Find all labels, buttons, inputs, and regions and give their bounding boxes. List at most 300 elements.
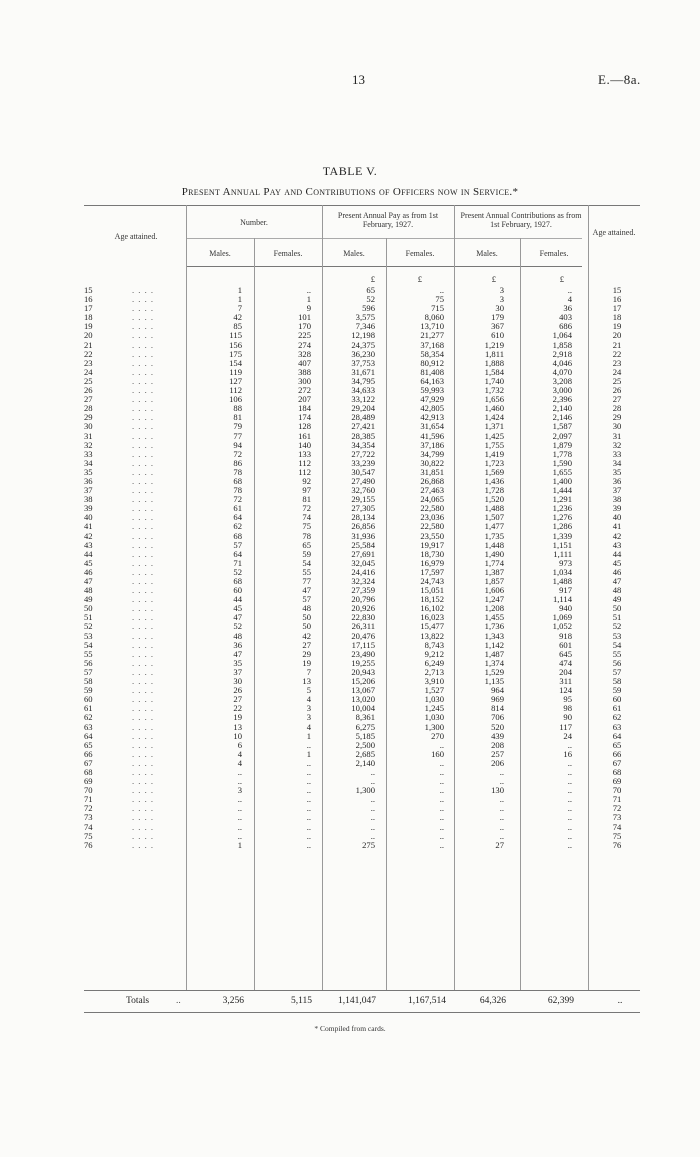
females-count: .. bbox=[306, 821, 311, 832]
contrib-males: 520 bbox=[491, 721, 504, 732]
pay-males: 28,134 bbox=[351, 512, 375, 523]
age-cell-right: 62 bbox=[612, 712, 622, 723]
contrib-males: 1,490 bbox=[484, 548, 504, 559]
table-row bbox=[84, 841, 640, 850]
pay-females: 715 bbox=[431, 303, 444, 314]
leader-dots: . . . . bbox=[132, 448, 155, 459]
contrib-females: .. bbox=[567, 785, 572, 796]
males-count: 62 bbox=[233, 521, 242, 532]
pay-females: 3,910 bbox=[424, 676, 444, 687]
pay-males: 6,275 bbox=[355, 721, 375, 732]
contrib-males: 1,569 bbox=[484, 466, 504, 477]
contrib-females: 16 bbox=[563, 748, 572, 759]
contrib-males: 30 bbox=[495, 303, 504, 314]
pay-females: 47,929 bbox=[420, 394, 444, 405]
header-age-attained-right: Age attained. bbox=[592, 228, 636, 237]
age-cell-right: 18 bbox=[612, 312, 622, 323]
males-count: .. bbox=[237, 776, 242, 787]
unit-pay-males: £ bbox=[370, 274, 375, 284]
age-cell: 37 bbox=[84, 485, 93, 496]
contrib-females: 1,276 bbox=[552, 512, 572, 523]
females-count: 3 bbox=[306, 703, 311, 714]
leader-dots: . . . . bbox=[132, 530, 155, 541]
leader-dots: . . . . bbox=[132, 785, 155, 796]
pay-males: 7,346 bbox=[355, 321, 375, 332]
pay-females: 81,408 bbox=[420, 366, 444, 377]
pay-females: 75 bbox=[435, 294, 444, 305]
age-cell-right: 19 bbox=[612, 321, 622, 332]
pay-males: 24,416 bbox=[351, 566, 375, 577]
age-cell: 41 bbox=[84, 521, 93, 532]
leader-dots: . . . . bbox=[132, 339, 155, 350]
pay-females: 270 bbox=[431, 730, 444, 741]
contrib-females: .. bbox=[567, 739, 572, 750]
contrib-females: 1,069 bbox=[552, 612, 572, 623]
age-cell: 19 bbox=[84, 321, 93, 332]
males-count: 52 bbox=[233, 621, 242, 632]
females-count: 4 bbox=[306, 721, 311, 732]
pay-females: .. bbox=[439, 821, 444, 832]
females-count: 128 bbox=[298, 421, 311, 432]
females-count: 48 bbox=[302, 603, 311, 614]
age-cell-right: 74 bbox=[612, 821, 622, 832]
contrib-males: 1,728 bbox=[484, 485, 504, 496]
contrib-females: 1,400 bbox=[552, 475, 572, 486]
header-pay-females: Females. bbox=[405, 249, 435, 258]
totals-bottom-rule bbox=[84, 1012, 640, 1013]
leader-dots: . . . . bbox=[132, 366, 155, 377]
pay-females: 18,152 bbox=[420, 594, 444, 605]
contrib-females: 940 bbox=[559, 603, 572, 614]
leader-dots: . . . . bbox=[132, 430, 155, 441]
totals-label: Totals bbox=[126, 996, 150, 1006]
males-count: 64 bbox=[233, 548, 242, 559]
leader-dots: . . . . bbox=[132, 621, 155, 632]
unit-contrib-females: £ bbox=[559, 274, 564, 284]
age-cell-right: 26 bbox=[612, 385, 622, 396]
males-count: .. bbox=[237, 821, 242, 832]
leader-dots: . . . . bbox=[132, 703, 155, 714]
age-cell-right: 54 bbox=[612, 639, 622, 650]
age-cell-right: 41 bbox=[612, 521, 622, 532]
pay-males: 33,122 bbox=[351, 394, 375, 405]
pay-males: .. bbox=[370, 776, 375, 787]
contrib-males: 1,488 bbox=[484, 503, 504, 514]
males-count: 57 bbox=[233, 539, 242, 550]
contrib-females: 1,286 bbox=[552, 521, 572, 532]
males-count: 127 bbox=[229, 375, 242, 386]
leader-dots: . . . . bbox=[132, 576, 155, 586]
contrib-females: 1,114 bbox=[552, 594, 572, 605]
age-cell-right: 29 bbox=[612, 412, 622, 423]
age-cell-right: 16 bbox=[612, 294, 622, 305]
age-cell: 27 bbox=[84, 394, 93, 405]
leader-dots: . . . . bbox=[132, 330, 155, 341]
males-count: .. bbox=[237, 794, 242, 805]
pay-females: .. bbox=[439, 757, 444, 768]
unit-contrib-males: £ bbox=[491, 274, 496, 284]
males-count: 115 bbox=[229, 330, 242, 341]
leader-dots: . . . . bbox=[132, 475, 155, 486]
age-cell-right: 64 bbox=[612, 730, 622, 741]
pay-females: 2,713 bbox=[424, 666, 444, 677]
pay-males: .. bbox=[370, 766, 375, 777]
pay-females: 59,993 bbox=[420, 385, 444, 396]
pay-females: 1,300 bbox=[424, 721, 444, 732]
females-count: 140 bbox=[298, 439, 311, 450]
contrib-females: 90 bbox=[563, 712, 572, 723]
contrib-females: 1,052 bbox=[552, 621, 572, 632]
pay-males: 52 bbox=[366, 294, 375, 305]
contrib-males: 1,219 bbox=[484, 339, 504, 350]
pay-females: 6,249 bbox=[424, 657, 444, 668]
pay-males: 27,305 bbox=[351, 503, 375, 514]
pay-females: .. bbox=[439, 830, 444, 841]
age-cell-right: 75 bbox=[612, 830, 622, 841]
header-age-attained: Age attained. bbox=[114, 232, 158, 241]
females-count: 81 bbox=[302, 494, 311, 505]
contrib-males: 1,448 bbox=[484, 539, 504, 550]
leader-dots: . . . . bbox=[132, 694, 155, 705]
contrib-males: 1,135 bbox=[484, 676, 504, 687]
males-count: 60 bbox=[233, 585, 242, 596]
age-cell: 34 bbox=[84, 457, 93, 468]
age-cell-right: 49 bbox=[612, 594, 622, 605]
females-count: 174 bbox=[298, 412, 311, 423]
females-count: .. bbox=[306, 794, 311, 805]
age-cell-right: 55 bbox=[612, 648, 622, 659]
contrib-females: 1,587 bbox=[552, 421, 572, 432]
pay-females: 13,710 bbox=[420, 321, 444, 332]
age-cell-right: 56 bbox=[612, 657, 622, 668]
age-cell: 21 bbox=[84, 339, 93, 350]
age-cell: 33 bbox=[84, 448, 93, 459]
pay-females: 27,463 bbox=[420, 485, 444, 496]
pay-males: 36,230 bbox=[351, 348, 375, 359]
females-count: .. bbox=[306, 830, 311, 841]
females-count: 55 bbox=[302, 566, 311, 577]
pay-females: 13,822 bbox=[420, 630, 444, 641]
age-cell-right: 63 bbox=[612, 721, 622, 732]
pay-females: .. bbox=[439, 785, 444, 796]
males-count: 47 bbox=[233, 648, 242, 659]
males-count: 68 bbox=[233, 576, 242, 586]
contrib-females: 403 bbox=[559, 312, 572, 323]
age-cell: 53 bbox=[84, 630, 93, 641]
females-count: 78 bbox=[302, 530, 311, 541]
age-cell-right: 66 bbox=[612, 748, 622, 759]
contrib-males: 1,343 bbox=[484, 630, 504, 641]
contrib-males: 1,811 bbox=[484, 348, 504, 359]
age-cell-right: 76 bbox=[612, 839, 622, 850]
pay-females: 1,030 bbox=[424, 712, 444, 723]
pay-males: 33,239 bbox=[351, 457, 375, 468]
age-cell: 18 bbox=[84, 312, 93, 323]
leader-dots: . . . . bbox=[132, 466, 155, 477]
females-count: 7 bbox=[306, 666, 311, 677]
males-count: 48 bbox=[233, 630, 242, 641]
pay-females: 26,868 bbox=[420, 475, 444, 486]
males-count: 88 bbox=[233, 403, 242, 414]
totals-males: 3,256 bbox=[222, 996, 244, 1006]
pay-females: 17,597 bbox=[420, 566, 444, 577]
males-count: 68 bbox=[233, 530, 242, 541]
leader-dots: . . . . bbox=[132, 676, 155, 687]
leader-dots: . . . . bbox=[132, 730, 155, 741]
females-count: 59 bbox=[302, 548, 311, 559]
females-count: 75 bbox=[302, 521, 311, 532]
contrib-males: 208 bbox=[491, 739, 504, 750]
unit-row bbox=[84, 272, 640, 286]
leader-dots: . . . . bbox=[132, 421, 155, 432]
age-cell-right: 53 bbox=[612, 630, 622, 641]
age-cell: 29 bbox=[84, 412, 93, 423]
pay-males: .. bbox=[370, 821, 375, 832]
males-count: 19 bbox=[233, 712, 242, 723]
leader-dots: . . . . bbox=[132, 485, 155, 496]
males-count: 27 bbox=[233, 694, 242, 705]
males-count: 64 bbox=[233, 512, 242, 523]
pay-females: 42,913 bbox=[420, 412, 444, 423]
age-cell: 15 bbox=[84, 285, 93, 295]
contrib-females: 117 bbox=[559, 721, 572, 732]
age-cell: 55 bbox=[84, 648, 93, 659]
age-cell: 40 bbox=[84, 512, 93, 523]
table-row bbox=[84, 804, 640, 813]
leader-dots: . . . . bbox=[132, 394, 155, 405]
contrib-females: 1,590 bbox=[552, 457, 572, 468]
table-row bbox=[84, 768, 640, 777]
contrib-females: 2,140 bbox=[552, 403, 572, 414]
leader-dots: . . . . bbox=[132, 721, 155, 732]
females-count: .. bbox=[306, 285, 311, 295]
age-cell: 75 bbox=[84, 830, 93, 841]
leader-dots: . . . . bbox=[132, 657, 155, 668]
contrib-males: 1,736 bbox=[484, 621, 504, 632]
leader-dots: . . . . bbox=[132, 321, 155, 332]
pay-males: 20,943 bbox=[351, 666, 375, 677]
leader-dots: . . . . bbox=[132, 512, 155, 523]
contrib-females: 204 bbox=[559, 666, 572, 677]
pay-males: 8,361 bbox=[355, 712, 375, 723]
females-count: 65 bbox=[302, 539, 311, 550]
pay-females: 24,743 bbox=[420, 576, 444, 586]
age-cell: 22 bbox=[84, 348, 93, 359]
pay-females: 37,168 bbox=[420, 339, 444, 350]
contrib-females: 1,291 bbox=[552, 494, 572, 505]
contrib-males: 1,460 bbox=[484, 403, 504, 414]
pay-males: 29,155 bbox=[351, 494, 375, 505]
contrib-males: 1,371 bbox=[484, 421, 504, 432]
pay-females: 160 bbox=[431, 748, 444, 759]
leader-dots: . . . . bbox=[132, 457, 155, 468]
contrib-males: .. bbox=[499, 794, 504, 805]
pay-females: 22,580 bbox=[420, 521, 444, 532]
females-count: 101 bbox=[298, 312, 311, 323]
age-cell: 73 bbox=[84, 812, 93, 823]
pay-males: 25,584 bbox=[351, 539, 375, 550]
pay-males: 2,685 bbox=[355, 748, 375, 759]
leader-dots: . . . . bbox=[132, 648, 155, 659]
contrib-females: .. bbox=[567, 776, 572, 787]
females-count: 9 bbox=[306, 303, 311, 314]
age-cell-right: 30 bbox=[612, 421, 622, 432]
pay-males: 13,067 bbox=[351, 685, 375, 696]
contrib-males: 814 bbox=[491, 703, 504, 714]
table-row bbox=[84, 286, 640, 295]
age-cell-right: 42 bbox=[612, 530, 622, 541]
contrib-males: 1,723 bbox=[484, 457, 504, 468]
males-count: 4 bbox=[237, 748, 242, 759]
pay-females: 30,822 bbox=[420, 457, 444, 468]
pay-males: 2,140 bbox=[355, 757, 375, 768]
totals-contrib-males: 64,326 bbox=[479, 996, 506, 1006]
females-count: 13 bbox=[302, 676, 311, 687]
age-cell-right: 35 bbox=[612, 466, 622, 477]
females-count: 27 bbox=[302, 639, 311, 650]
age-cell-right: 39 bbox=[612, 503, 622, 514]
contrib-females: .. bbox=[567, 839, 572, 850]
table-row bbox=[84, 786, 640, 795]
header-contrib-males: Males. bbox=[476, 249, 498, 258]
pay-males: 27,722 bbox=[351, 448, 375, 459]
contrib-males: .. bbox=[499, 803, 504, 814]
pay-females: .. bbox=[439, 739, 444, 750]
leader-dots: . . . . bbox=[132, 403, 155, 414]
age-cell-right: 33 bbox=[612, 448, 622, 459]
age-cell-right: 58 bbox=[612, 676, 622, 687]
contrib-males: 969 bbox=[491, 694, 504, 705]
leader-dots: . . . . bbox=[132, 503, 155, 514]
leader-dots: . . . . bbox=[132, 357, 155, 368]
contrib-females: 973 bbox=[559, 557, 572, 568]
pay-males: .. bbox=[370, 830, 375, 841]
age-cell: 48 bbox=[84, 585, 93, 596]
age-cell: 63 bbox=[84, 721, 93, 732]
leader-dots: . . . . bbox=[132, 776, 155, 787]
age-cell-right: 47 bbox=[612, 576, 622, 586]
females-count: 1 bbox=[306, 294, 311, 305]
document-reference: E.—8a. bbox=[598, 72, 641, 87]
pay-males: 22,830 bbox=[351, 612, 375, 623]
age-cell-right: 28 bbox=[612, 403, 622, 414]
leader-dots: . . . . bbox=[132, 794, 155, 805]
males-count: .. bbox=[237, 766, 242, 777]
leader-dots: . . . . bbox=[132, 639, 155, 650]
age-cell-right: 46 bbox=[612, 566, 622, 577]
pay-males: 1,300 bbox=[355, 785, 375, 796]
contrib-females: 645 bbox=[559, 648, 572, 659]
contrib-females: 24 bbox=[563, 730, 572, 741]
contrib-males: 1,507 bbox=[484, 512, 504, 523]
contrib-males: .. bbox=[499, 830, 504, 841]
age-cell-right: 40 bbox=[612, 512, 622, 523]
females-count: 328 bbox=[298, 348, 311, 359]
males-count: 13 bbox=[233, 721, 242, 732]
table-row bbox=[84, 813, 640, 822]
age-cell: 60 bbox=[84, 694, 93, 705]
pay-males: 31,671 bbox=[351, 366, 375, 377]
leader-dots: . . . . bbox=[132, 557, 155, 568]
contrib-females: 1,879 bbox=[552, 439, 572, 450]
males-count: 72 bbox=[233, 448, 242, 459]
pay-males: 32,045 bbox=[351, 557, 375, 568]
pay-males: 23,490 bbox=[351, 648, 375, 659]
pay-females: 16,102 bbox=[420, 603, 444, 614]
age-cell-right: 22 bbox=[612, 348, 622, 359]
contrib-males: 1,584 bbox=[484, 366, 504, 377]
totals-row bbox=[84, 990, 640, 1012]
females-count: 29 bbox=[302, 648, 311, 659]
males-count: 26 bbox=[233, 685, 242, 696]
contrib-females: 2,396 bbox=[552, 394, 572, 405]
table-title: TABLE V. bbox=[322, 164, 378, 178]
pay-females: 16,979 bbox=[420, 557, 444, 568]
subheader-rule bbox=[186, 238, 582, 239]
pay-males: 27,691 bbox=[351, 548, 375, 559]
age-cell-right: 50 bbox=[612, 603, 622, 614]
age-cell-right: 43 bbox=[612, 539, 622, 550]
females-count: .. bbox=[306, 803, 311, 814]
contrib-males: 367 bbox=[491, 321, 504, 332]
males-count: .. bbox=[237, 830, 242, 841]
age-cell-right: 45 bbox=[612, 557, 622, 568]
contrib-males: .. bbox=[499, 812, 504, 823]
females-count: 225 bbox=[298, 330, 311, 341]
males-count: 3 bbox=[237, 785, 242, 796]
age-cell-right: 71 bbox=[612, 794, 622, 805]
age-cell-right: 69 bbox=[612, 776, 622, 787]
leader-dots: . . . . bbox=[132, 666, 155, 677]
age-cell-right: 68 bbox=[612, 766, 622, 777]
males-count: 42 bbox=[233, 312, 242, 323]
pay-females: 8,060 bbox=[424, 312, 444, 323]
males-count: 86 bbox=[233, 457, 242, 468]
totals-contrib-females: 62,399 bbox=[547, 996, 574, 1006]
header-contributions: Present Annual Contributions as from 1st February, 1927. bbox=[460, 211, 582, 229]
leader-dots: . . . . bbox=[132, 566, 155, 577]
age-cell: 35 bbox=[84, 466, 93, 477]
age-cell: 25 bbox=[84, 375, 93, 386]
pay-females: 31,851 bbox=[420, 466, 444, 477]
age-cell: 59 bbox=[84, 685, 93, 696]
pay-males: 32,324 bbox=[351, 576, 375, 586]
contrib-females: 474 bbox=[559, 657, 572, 668]
males-count: 77 bbox=[233, 430, 242, 441]
pay-females: .. bbox=[439, 812, 444, 823]
females-count: 54 bbox=[302, 557, 311, 568]
males-count: 52 bbox=[233, 566, 242, 577]
age-cell: 42 bbox=[84, 530, 93, 541]
leader-dots: . . . . bbox=[132, 830, 155, 841]
age-cell-right: 20 bbox=[612, 330, 622, 341]
contrib-females: 4 bbox=[567, 294, 572, 305]
age-cell: 76 bbox=[84, 839, 93, 850]
contrib-females: 4,070 bbox=[552, 366, 572, 377]
males-count: 47 bbox=[233, 612, 242, 623]
contrib-females: 124 bbox=[559, 685, 572, 696]
females-count: 272 bbox=[298, 385, 311, 396]
leader-dots: . . . . bbox=[132, 439, 155, 450]
males-count: 1 bbox=[237, 294, 242, 305]
header-contrib-females: Females. bbox=[539, 249, 569, 258]
females-count: 112 bbox=[298, 466, 311, 477]
contrib-females: 3,208 bbox=[552, 375, 572, 386]
age-cell-right: 37 bbox=[612, 485, 622, 496]
contrib-females: 1,111 bbox=[553, 548, 572, 559]
age-cell-right: 48 bbox=[612, 585, 622, 596]
pay-females: .. bbox=[439, 794, 444, 805]
